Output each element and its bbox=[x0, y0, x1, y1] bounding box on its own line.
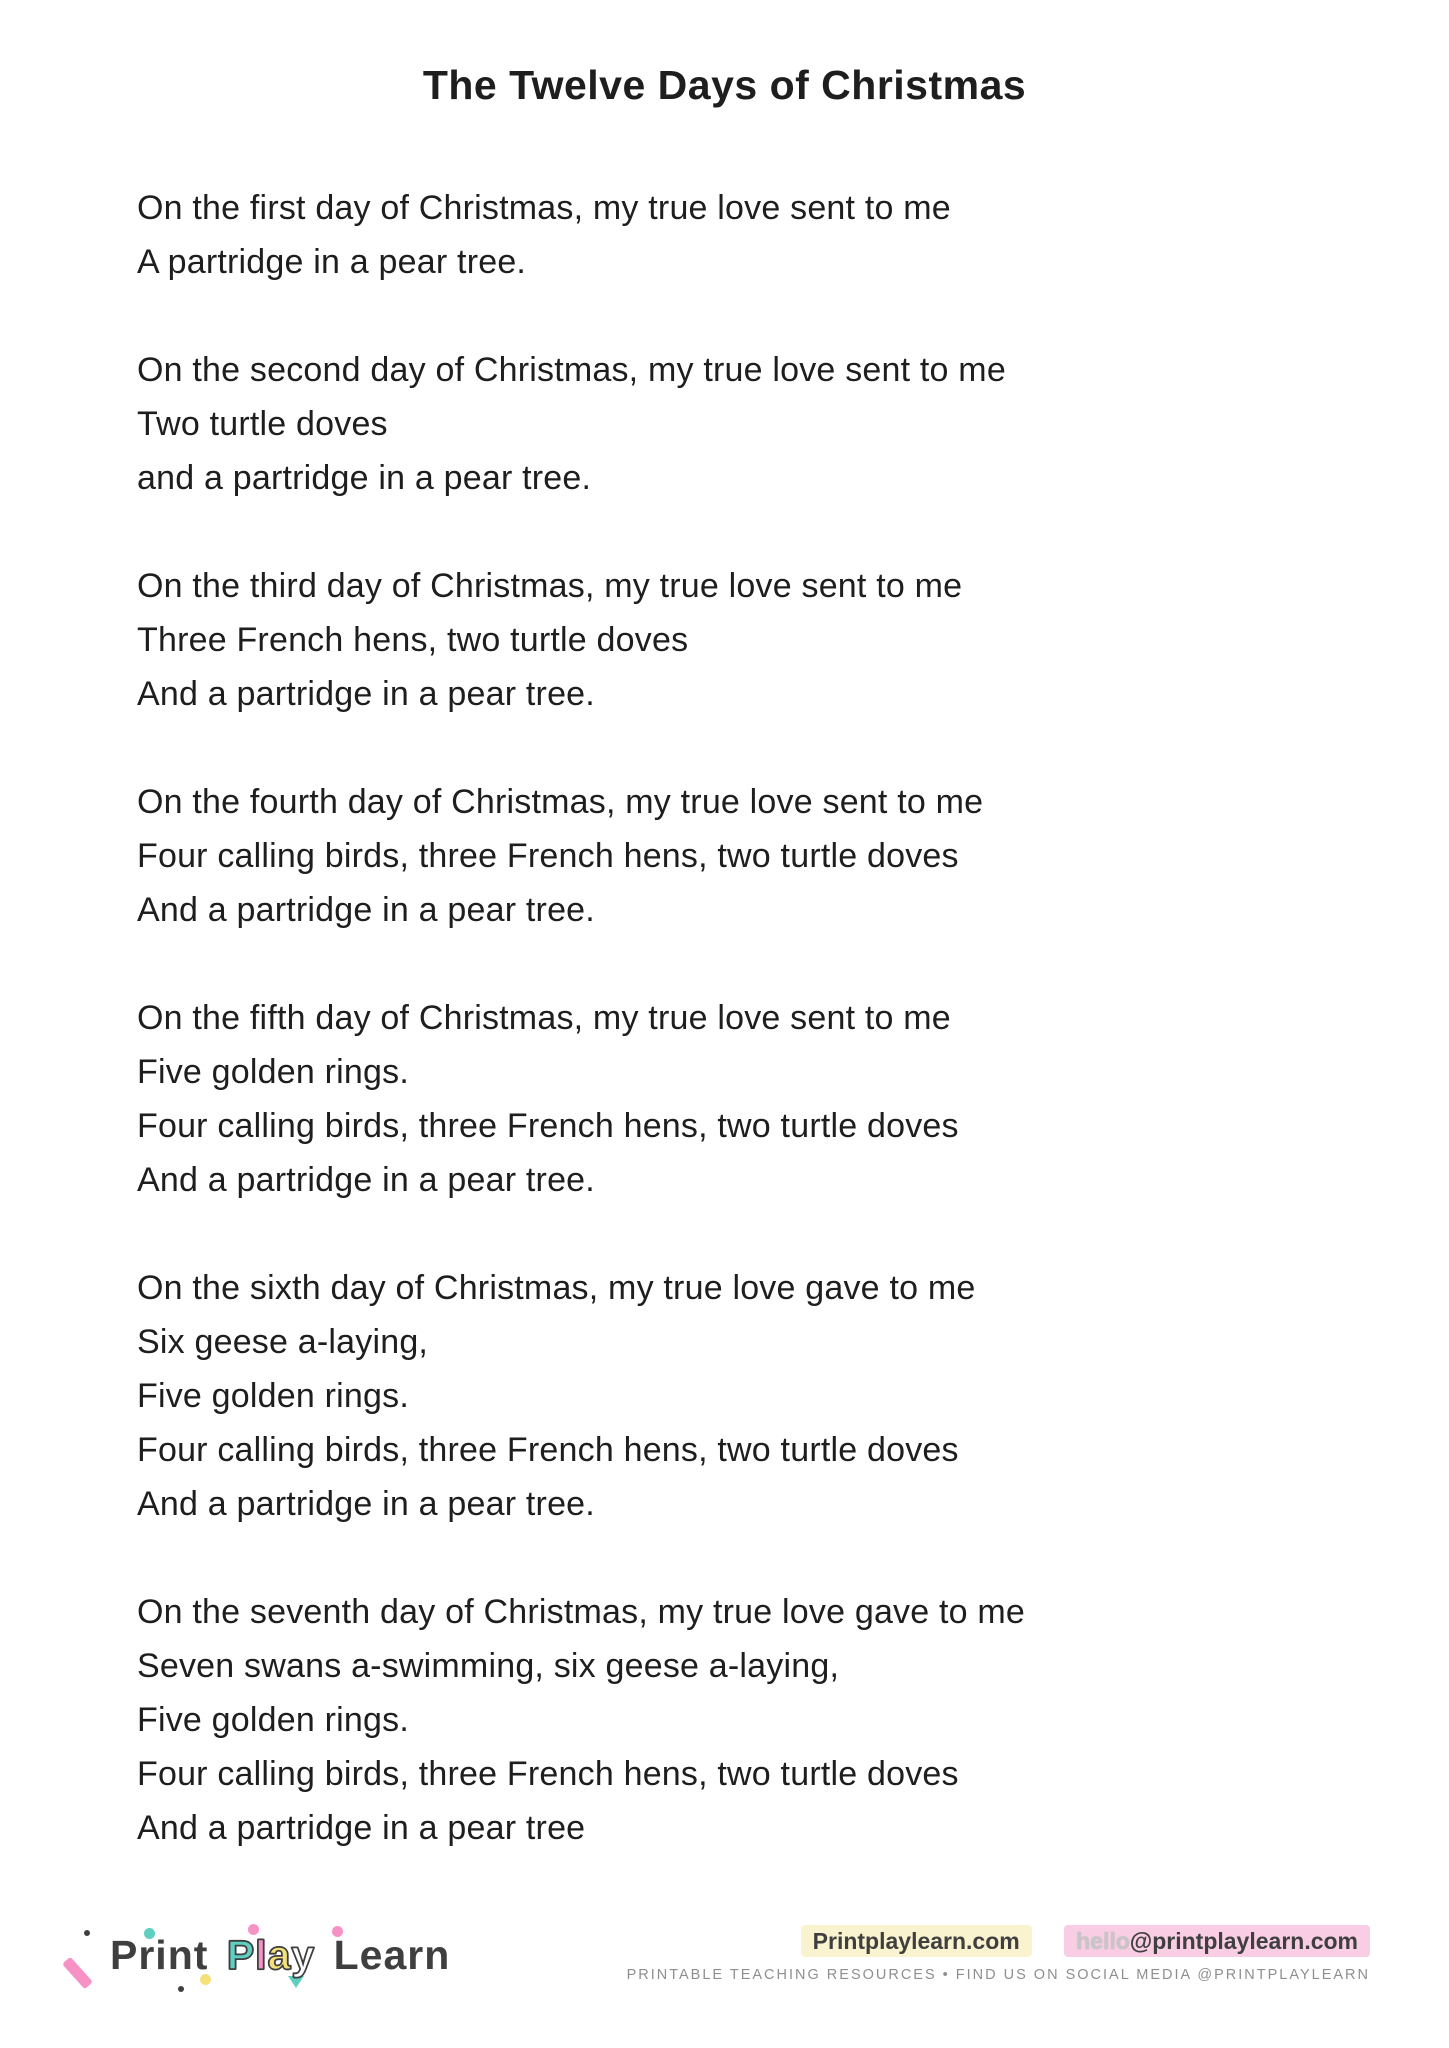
logo-word-learn: Learn bbox=[333, 1932, 451, 1978]
lyric-line: Two turtle doves bbox=[137, 405, 388, 443]
lyrics-verses bbox=[137, 181, 1337, 1909]
logo-play-letter: y bbox=[291, 1932, 316, 1978]
lyric-line: Three French hens, two turtle doves bbox=[137, 621, 689, 659]
lyric-line: Four calling birds, three French hens, two turtle doves bbox=[137, 1107, 959, 1145]
logo-play-letter: P bbox=[226, 1932, 256, 1978]
email-rest: @printplaylearn.com bbox=[1129, 1928, 1358, 1954]
logo-word-play bbox=[227, 1932, 315, 1978]
logo-text bbox=[110, 1932, 450, 1979]
lyric-line: On the third day of Christmas, my true love sent to me bbox=[137, 567, 963, 605]
footer-links bbox=[627, 1928, 1370, 1955]
logo-play-letter: l bbox=[255, 1932, 268, 1978]
lyric-line: And a partridge in a pear tree. bbox=[137, 1161, 595, 1199]
lyric-line: And a partridge in a pear tree. bbox=[137, 675, 595, 713]
lyric-line: On the sixth day of Christmas, my true love gave to me bbox=[137, 1269, 976, 1307]
lyric-line: On the fourth day of Christmas, my true love sent to me bbox=[137, 783, 984, 821]
lyric-line: And a partridge in a pear tree. bbox=[137, 891, 595, 929]
lyric-line: Six geese a-laying, bbox=[137, 1323, 429, 1361]
footer-contact bbox=[627, 1928, 1370, 1983]
logo-word-print: Print bbox=[110, 1932, 209, 1978]
confetti-dot bbox=[178, 1986, 184, 1992]
lyric-line: Four calling birds, three French hens, two turtle doves bbox=[137, 837, 959, 875]
lyric-line: Five golden rings. bbox=[137, 1377, 409, 1415]
verse bbox=[137, 559, 1337, 721]
lyric-line: On the first day of Christmas, my true love sent to me bbox=[137, 189, 951, 227]
lyric-line: On the fifth day of Christmas, my true love sent to me bbox=[137, 999, 951, 1037]
logo-play-letter: a bbox=[267, 1932, 292, 1978]
website-link: Printplaylearn.com bbox=[801, 1925, 1032, 1957]
lyric-line: A partridge in a pear tree. bbox=[137, 243, 527, 281]
footer-tagline: PRINTABLE TEACHING RESOURCES • FIND US ON SOCIAL MEDIA @PRINTPLAYLEARN bbox=[626, 1967, 1370, 1983]
lyric-line: On the second day of Christmas, my true love sent to me bbox=[137, 351, 1006, 389]
confetti-bar bbox=[62, 1957, 93, 1990]
lyric-line: Five golden rings. bbox=[137, 1701, 409, 1739]
lyric-line: On the seventh day of Christmas, my true love gave to me bbox=[137, 1593, 1026, 1631]
lyric-line: Four calling birds, three French hens, two turtle doves bbox=[137, 1755, 959, 1793]
confetti-dot bbox=[84, 1930, 90, 1936]
lyric-line: and a partridge in a pear tree. bbox=[137, 459, 592, 497]
lyric-line: And a partridge in a pear tree bbox=[137, 1809, 586, 1847]
lyric-line: Five golden rings. bbox=[137, 1053, 409, 1091]
verse bbox=[137, 181, 1337, 289]
verse bbox=[137, 775, 1337, 937]
lyric-line: And a partridge in a pear tree. bbox=[137, 1485, 595, 1523]
verse bbox=[137, 991, 1337, 1207]
lyric-line: Seven swans a-swimming, six geese a-laying, bbox=[137, 1647, 840, 1685]
email-link bbox=[1064, 1925, 1370, 1957]
print-play-learn-logo bbox=[60, 1916, 460, 2026]
verse bbox=[137, 1261, 1337, 1531]
lyric-line: Four calling birds, three French hens, two turtle doves bbox=[137, 1431, 959, 1469]
page-title: The Twelve Days of Christmas bbox=[422, 62, 1027, 108]
verse bbox=[137, 1585, 1337, 1855]
email-hello: hello bbox=[1076, 1928, 1130, 1954]
verse bbox=[137, 343, 1337, 505]
